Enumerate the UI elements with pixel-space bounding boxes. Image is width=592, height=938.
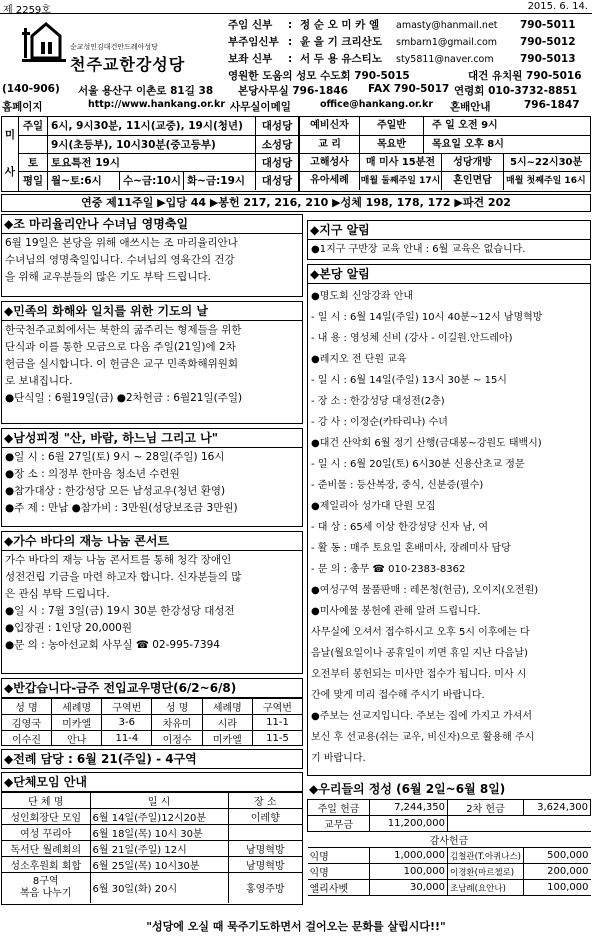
- header-rule: [0, 13, 592, 14]
- mass-row-label: 평일: [19, 172, 48, 190]
- section-title: ◆남성피정 "산, 바람, 하느님 그리고 나": [2, 429, 302, 448]
- table-cell: 11-5: [252, 731, 302, 747]
- contact-role: 주임 신부: [228, 19, 273, 31]
- office-email-label: 사무실이메일: [230, 101, 291, 113]
- groups-table: [2, 792, 302, 903]
- text-line: - 대 상 : 65세 이상 한강성당 신자 남, 여: [311, 522, 489, 533]
- table-cell: 11-1: [252, 715, 302, 731]
- contact-email[interactable]: smbarn1@gmail.com: [396, 37, 498, 48]
- text-line: 한국천주교회에서는 북한의 굶주리는 형제들을 위한: [5, 324, 242, 336]
- info-label: 교 리: [300, 136, 360, 153]
- table-cell: 엘리사벳: [308, 880, 370, 896]
- table-cell: 미카엘: [52, 715, 102, 731]
- section-parish-news: [307, 264, 591, 776]
- section-mariella: [1, 214, 303, 297]
- text-line: ●입장권 : 1인당 20,000원: [5, 622, 132, 634]
- mass-row-text: 화~금:19시: [184, 172, 256, 190]
- text-line: ●명도회 신앙강좌 안내: [311, 291, 414, 302]
- info-sub: 목요반: [360, 136, 424, 153]
- zip-code: (140-906): [2, 83, 60, 95]
- section-welcome: [1, 678, 303, 746]
- section-liturgy-duty: [1, 749, 303, 769]
- contact-email[interactable]: sty5811@naver.com: [396, 54, 494, 65]
- table-header: 일 시: [90, 793, 228, 809]
- contact-phone: 790-5013: [520, 53, 576, 65]
- contact-list: [228, 17, 590, 85]
- table-cell: 익명: [308, 864, 370, 880]
- wedding-label: 혼배안내: [450, 101, 491, 113]
- table-cell: 100,000: [524, 880, 591, 896]
- footer-slogan: "성당에 오실 때 묵주기도하면서 걸어오는 문화를 살립시다!!": [146, 920, 446, 933]
- address-line: [2, 83, 590, 98]
- section-title: ◆반갑습니다-금주 전입교우명단(6/2~6/8): [2, 679, 302, 698]
- text-line: ●일 시 : 7월 3일(금) 19시 30분 한강성당 대성전: [5, 605, 235, 617]
- table-cell: 이정수: [152, 731, 202, 747]
- text-line: ●단식일 : 6월19일(금) ●2차헌금 : 6월21일(주일): [5, 392, 243, 404]
- text-line: 헌금을 실시합니다. 이 헌금은 교구 민족화해위원회: [5, 358, 239, 370]
- mass-row-label: [19, 136, 48, 153]
- mass-row-place: 대성당: [261, 157, 293, 169]
- contact-role: 보좌 신부: [228, 53, 273, 65]
- table-cell: [228, 825, 302, 841]
- text-line: 로 보내집니다.: [5, 375, 73, 387]
- text-line: - 준비물 : 등산복장, 중식, 신분증(필수): [311, 480, 484, 491]
- text-line: ●여성구역 물품판매 : 레몬청(헌금), 오이지(오전원): [311, 585, 539, 596]
- text-line: - 문 의 : 총무 ☎ 010-2383-8362: [311, 564, 466, 575]
- table-cell: 2차 헌금: [448, 800, 524, 816]
- table-cell: 7,244,350: [370, 800, 448, 816]
- section-title: ◆전례 담당 : 6월 21(주일) - 4구역: [4, 752, 197, 766]
- table-row: [308, 848, 591, 864]
- contact-name: 서 두 용 유스티노: [300, 53, 382, 65]
- issue-number: 제 2259호: [3, 5, 51, 16]
- table-cell: 이레향: [228, 809, 302, 825]
- info-label: 고해성사: [300, 154, 360, 171]
- text-line: ●장 소 : 의정부 한마음 청소년 수련원: [5, 468, 180, 480]
- info-value: 주 일 오전 9시: [432, 120, 498, 131]
- table-row: [2, 873, 302, 903]
- homepage-link[interactable]: http://www.hankang.or.kr: [88, 99, 226, 110]
- text-line: 간에 맞게 미리 접수해 주시기 바랍니다.: [311, 690, 485, 701]
- text-line: - 일 시 : 6월 20일(토) 6시30분 신용산초교 정문: [311, 459, 525, 470]
- info-label: 유아세례: [300, 172, 360, 190]
- table-header: 구역번: [102, 699, 152, 715]
- section-district: [307, 220, 591, 260]
- text-line: 은 관심 부탁 드립니다.: [5, 588, 110, 600]
- section-title: ◆우리들의 정성 (6월 2일~6월 8일): [309, 782, 506, 796]
- section-title: ◆민족의 화해와 일치를 위한 기도의 날: [2, 302, 302, 321]
- section-concert: [1, 531, 303, 674]
- homepage-label: 홈페이지: [2, 101, 43, 113]
- table-header: 성 명: [2, 699, 52, 715]
- offering-due-row: [308, 816, 591, 832]
- text-line: 단식과 이를 통한 모금으로 다음 주일(21일)에 2차: [5, 341, 236, 353]
- mass-row: [19, 172, 298, 190]
- table-cell: 11-4: [102, 731, 152, 747]
- contact-name: 정 순 오 미 카 엘: [300, 19, 380, 31]
- table-cell: 안나: [52, 731, 102, 747]
- contact-sep: :: [288, 36, 293, 48]
- contact-phone: 790-5011: [520, 19, 576, 31]
- text-line: - 일 시 : 6월 14일(주일) 13시 30분 ~ 15시: [311, 375, 507, 386]
- text-line: ●레지오 전 단원 교육: [311, 354, 407, 365]
- table-row: [308, 880, 591, 896]
- table-cell: 이경환(마르첼로): [448, 864, 524, 880]
- parish-name: 천주교한강성당: [70, 55, 186, 74]
- offering-thanks-row: [308, 832, 591, 848]
- mass-side-2: 사: [4, 166, 16, 178]
- info-label: 예비신자: [300, 117, 360, 135]
- table-cell: 차유미: [152, 715, 202, 731]
- table-row: [2, 715, 302, 731]
- info-value: 매월 첫째주일 16시: [506, 176, 586, 186]
- table-cell: 6월 25일(목) 10시30분: [90, 857, 228, 873]
- table-header: 단 체 명: [2, 793, 90, 809]
- text-line: ●주 제 : 만남 ●참가비 : 3만원(성당보조금 3만원): [5, 502, 238, 514]
- text-line: 성전건립 기금을 마련 하고자 합니다. 신자분들의 많: [5, 571, 242, 583]
- church-logo: [22, 18, 66, 64]
- text-line: 6월 19일은 본당을 위해 애쓰시는 조 마리율리안나: [5, 237, 238, 249]
- text-line: 오전부터 봉헌되는 미사만 접수가 됩니다. 미사 시: [311, 669, 527, 680]
- mass-row-place: 대성당: [261, 120, 293, 132]
- mass-row-text: 6시, 9시30분, 11시(교중), 19시(청년): [48, 117, 256, 135]
- info-value: 매 미사 15분전: [360, 154, 442, 171]
- mass-row-text: 월~토:6시: [48, 172, 120, 190]
- text-line: ●미사예물 봉헌에 관해 알려 드립니다.: [311, 606, 481, 617]
- info-sub: 주일반: [360, 117, 424, 135]
- address-text: 서울 용산구 이촌로 81길 38: [78, 85, 214, 97]
- contact-sep: :: [288, 53, 293, 65]
- section-body: [308, 284, 590, 770]
- mass-row-text: 토요특전 19시: [48, 154, 256, 171]
- table-cell: 성인회장단 모임: [2, 809, 90, 825]
- contact-role: 부주임신부: [228, 36, 279, 48]
- section-body: [308, 240, 590, 259]
- table-cell: 주일 헌금: [308, 800, 370, 816]
- catechism-row: [300, 117, 590, 136]
- mass-row-text: 수~금:10시: [120, 172, 184, 190]
- table-cell: 익명: [308, 848, 370, 864]
- contact-row: [228, 51, 590, 68]
- table-cell: 여성 꾸리아: [2, 825, 90, 841]
- offering-sunday-row: [308, 800, 591, 816]
- web-line: [2, 99, 590, 114]
- section-mens-retreat: [1, 428, 303, 527]
- mass-row-place: 소성당: [261, 139, 293, 151]
- text-line: - 활 동 : 매주 토요일 혼배미사, 장례미사 담당: [311, 543, 511, 554]
- fax-number: FAX 790-5017: [368, 83, 450, 95]
- mass-row-text: 9시(초등부), 10시30분(중고등부): [48, 136, 256, 153]
- welcome-table: [2, 698, 302, 746]
- table-header: 구역번: [252, 699, 302, 715]
- mass-side-1: 미: [4, 129, 16, 141]
- text-line: - 내 용 : 영성체 신비 (강사 - 이길원.안드레아): [311, 333, 513, 344]
- table-cell: 6월 14일(주일)12시20분: [90, 809, 228, 825]
- contact-phone: 790-5012: [520, 36, 576, 48]
- funeral-contact: 연령회 010-3732-8851: [454, 85, 578, 97]
- section-title: ◆가수 바다의 재능 나눔 콘서트: [2, 532, 302, 551]
- table-cell: 30,000: [370, 880, 448, 896]
- section-groups: [1, 772, 303, 905]
- liturgical-calendar: 연중 제11주일 ▶입당 44 ▶봉헌 217, 216, 210 ▶성체 198, 178, 172 ▶파견 202: [1, 194, 591, 212]
- table-cell: 시라: [202, 715, 252, 731]
- mass-rows: [19, 117, 298, 191]
- text-line: 가수 바다의 재능 나눔 콘서트를 통해 청각 장애인: [5, 554, 232, 566]
- contact-name: 윤 을 기 크리산도: [300, 36, 382, 48]
- table-cell: 200,000: [524, 864, 591, 880]
- text-line: - 일 시 : 6월 14일(주일) 10시 40분~12시 남명혁방: [311, 312, 543, 323]
- text-line: - 장 소 : 한강성당 대성전(2층): [311, 396, 445, 407]
- mass-row-label: 토: [19, 154, 48, 171]
- catechism-row: [300, 136, 590, 154]
- confession-row: [300, 154, 590, 172]
- table-cell: 남명혁방: [228, 857, 302, 873]
- table-cell: 남명혁방: [228, 841, 302, 857]
- contact-email[interactable]: amasty@hanmail.net: [396, 20, 498, 31]
- table-row: [2, 841, 302, 857]
- text-line: ●주보는 선교지입니다. 주보는 집에 가지고 가셔서: [311, 711, 532, 722]
- table-cell: 김영국: [2, 715, 52, 731]
- mass-side-label: [2, 117, 19, 191]
- mass-row: [19, 136, 298, 154]
- table-cell: 이수진: [2, 731, 52, 747]
- section-title: ◆지구 알림: [308, 221, 590, 240]
- table-header: 장 소: [228, 793, 302, 809]
- table-row: [2, 809, 302, 825]
- text-line: 음날(월요일이나 공휴일이 끼면 휴일 지난 다음날): [311, 648, 528, 659]
- parish-subtitle: 순교성인김대건안드레아성당: [70, 43, 158, 51]
- table-cell: 6월 21일(주일) 12시: [90, 841, 228, 857]
- info-value: 5시~22시30분: [510, 157, 583, 168]
- text-line: ●1지구 구반장 교육 안내 : 6월 교육은 없습니다.: [311, 244, 526, 255]
- church-icon: [22, 18, 66, 64]
- mass-row-label: 주일: [19, 117, 48, 135]
- table-cell: 1,000,000: [370, 848, 448, 864]
- offering-table: [307, 799, 591, 896]
- office-phone: 본당사무실 796-1846: [238, 85, 348, 97]
- table-cell: 6월 30일(화) 20시: [90, 873, 228, 903]
- table-cell: 100,000: [370, 864, 448, 880]
- contact-sep: :: [288, 19, 293, 31]
- table-cell: 3-6: [102, 715, 152, 731]
- table-cell: 감사헌금: [308, 832, 591, 848]
- table-cell: 조남례(요안나): [448, 880, 524, 896]
- table-cell: 500,000: [524, 848, 591, 864]
- mass-row: [19, 117, 298, 136]
- table-cell: 미카엘: [202, 731, 252, 747]
- section-body: [2, 234, 302, 287]
- table-row: [308, 864, 591, 880]
- section-title: ◆조 마리율리안나 수녀님 영명축일: [2, 215, 302, 234]
- table-row: [2, 731, 302, 747]
- text-line: ●문 의 : 농아선교회 사무실 ☎ 02-995-7394: [5, 639, 220, 651]
- table-cell: 8구역 복음 나누기: [2, 873, 90, 903]
- table-header-row: [2, 699, 302, 715]
- table-cell: [448, 816, 591, 832]
- info-label: 혼인면담: [442, 172, 504, 190]
- table-row: [2, 857, 302, 873]
- section-title: ◆본당 알림: [308, 265, 590, 284]
- info-label: 성당개방: [442, 154, 504, 171]
- text-line: 을 위해 교우분들의 많은 기도 부탁 드립니다.: [5, 271, 211, 283]
- kindergarten-line: 대건 유치원 790-5016: [468, 70, 582, 82]
- info-value: 목요일 오후 8시: [432, 139, 504, 150]
- contact-row: [228, 17, 590, 34]
- text-line: ●일 시 : 6월 27일(토) 9시 ~ 28일(주일) 16시: [5, 451, 225, 463]
- baptism-row: [300, 172, 590, 190]
- info-value: 매월 둘째주일 17시: [360, 172, 442, 190]
- text-line: 수녀님의 영명축일입니다. 수녀님의 영육간의 건강: [5, 254, 235, 266]
- section-reconciliation: [1, 301, 303, 424]
- mass-info: [298, 117, 590, 191]
- section-title: ◆단체모임 안내: [2, 773, 302, 792]
- table-cell: 홍영주방: [228, 873, 302, 903]
- text-line: ●제일리아 성가대 단원 모집: [311, 501, 436, 512]
- mass-row: [19, 154, 298, 172]
- text-line: 보신 후 선교용(쉬는 교우, 비신자)으로 활용해 주시: [311, 732, 535, 743]
- table-cell: 김철관(T.아퀴나스): [448, 848, 524, 864]
- table-header: 세례명: [52, 699, 102, 715]
- text-line: ●참가대상 : 한강성당 모든 남성교우(청년 환영): [5, 485, 226, 497]
- table-row: [2, 825, 302, 841]
- section-body: [2, 448, 302, 518]
- table-header: 세례명: [202, 699, 252, 715]
- table-cell: 6월 18일(목) 10시 30분: [90, 825, 228, 841]
- wedding-phone: 796-1847: [524, 99, 580, 111]
- section-offering: [307, 780, 591, 905]
- table-header: 성 명: [152, 699, 202, 715]
- table-header-row: [2, 793, 302, 809]
- section-body: [2, 551, 302, 655]
- table-cell: 교무금: [308, 816, 370, 832]
- table-cell: 3,624,300: [524, 800, 591, 816]
- contact-row: [228, 34, 590, 51]
- convent-line: 영원한 도움의 성모 수도회 790-5015: [228, 70, 410, 82]
- section-body: [2, 321, 302, 408]
- issue-date: 2015. 6. 14.: [527, 1, 588, 12]
- table-cell: 성소후원회 회합: [2, 857, 90, 873]
- text-line: 사무실에 오셔서 접수하시고 오후 5시 이후에는 다: [311, 627, 530, 638]
- table-cell: 11,200,000: [370, 816, 448, 832]
- table-cell: 독서단 월례회의: [2, 841, 90, 857]
- text-line: ●대건 산악회 6월 정기 산행(금대봉~강원도 태백시): [311, 438, 542, 449]
- office-email-link[interactable]: office@hankang.or.kr: [320, 99, 434, 110]
- text-line: 기 바랍니다.: [311, 753, 366, 764]
- text-line: - 강 사 : 이정순(카타리나) 수녀: [311, 417, 448, 428]
- mass-row-place: 대성당: [261, 175, 293, 187]
- mass-schedule: [1, 116, 591, 192]
